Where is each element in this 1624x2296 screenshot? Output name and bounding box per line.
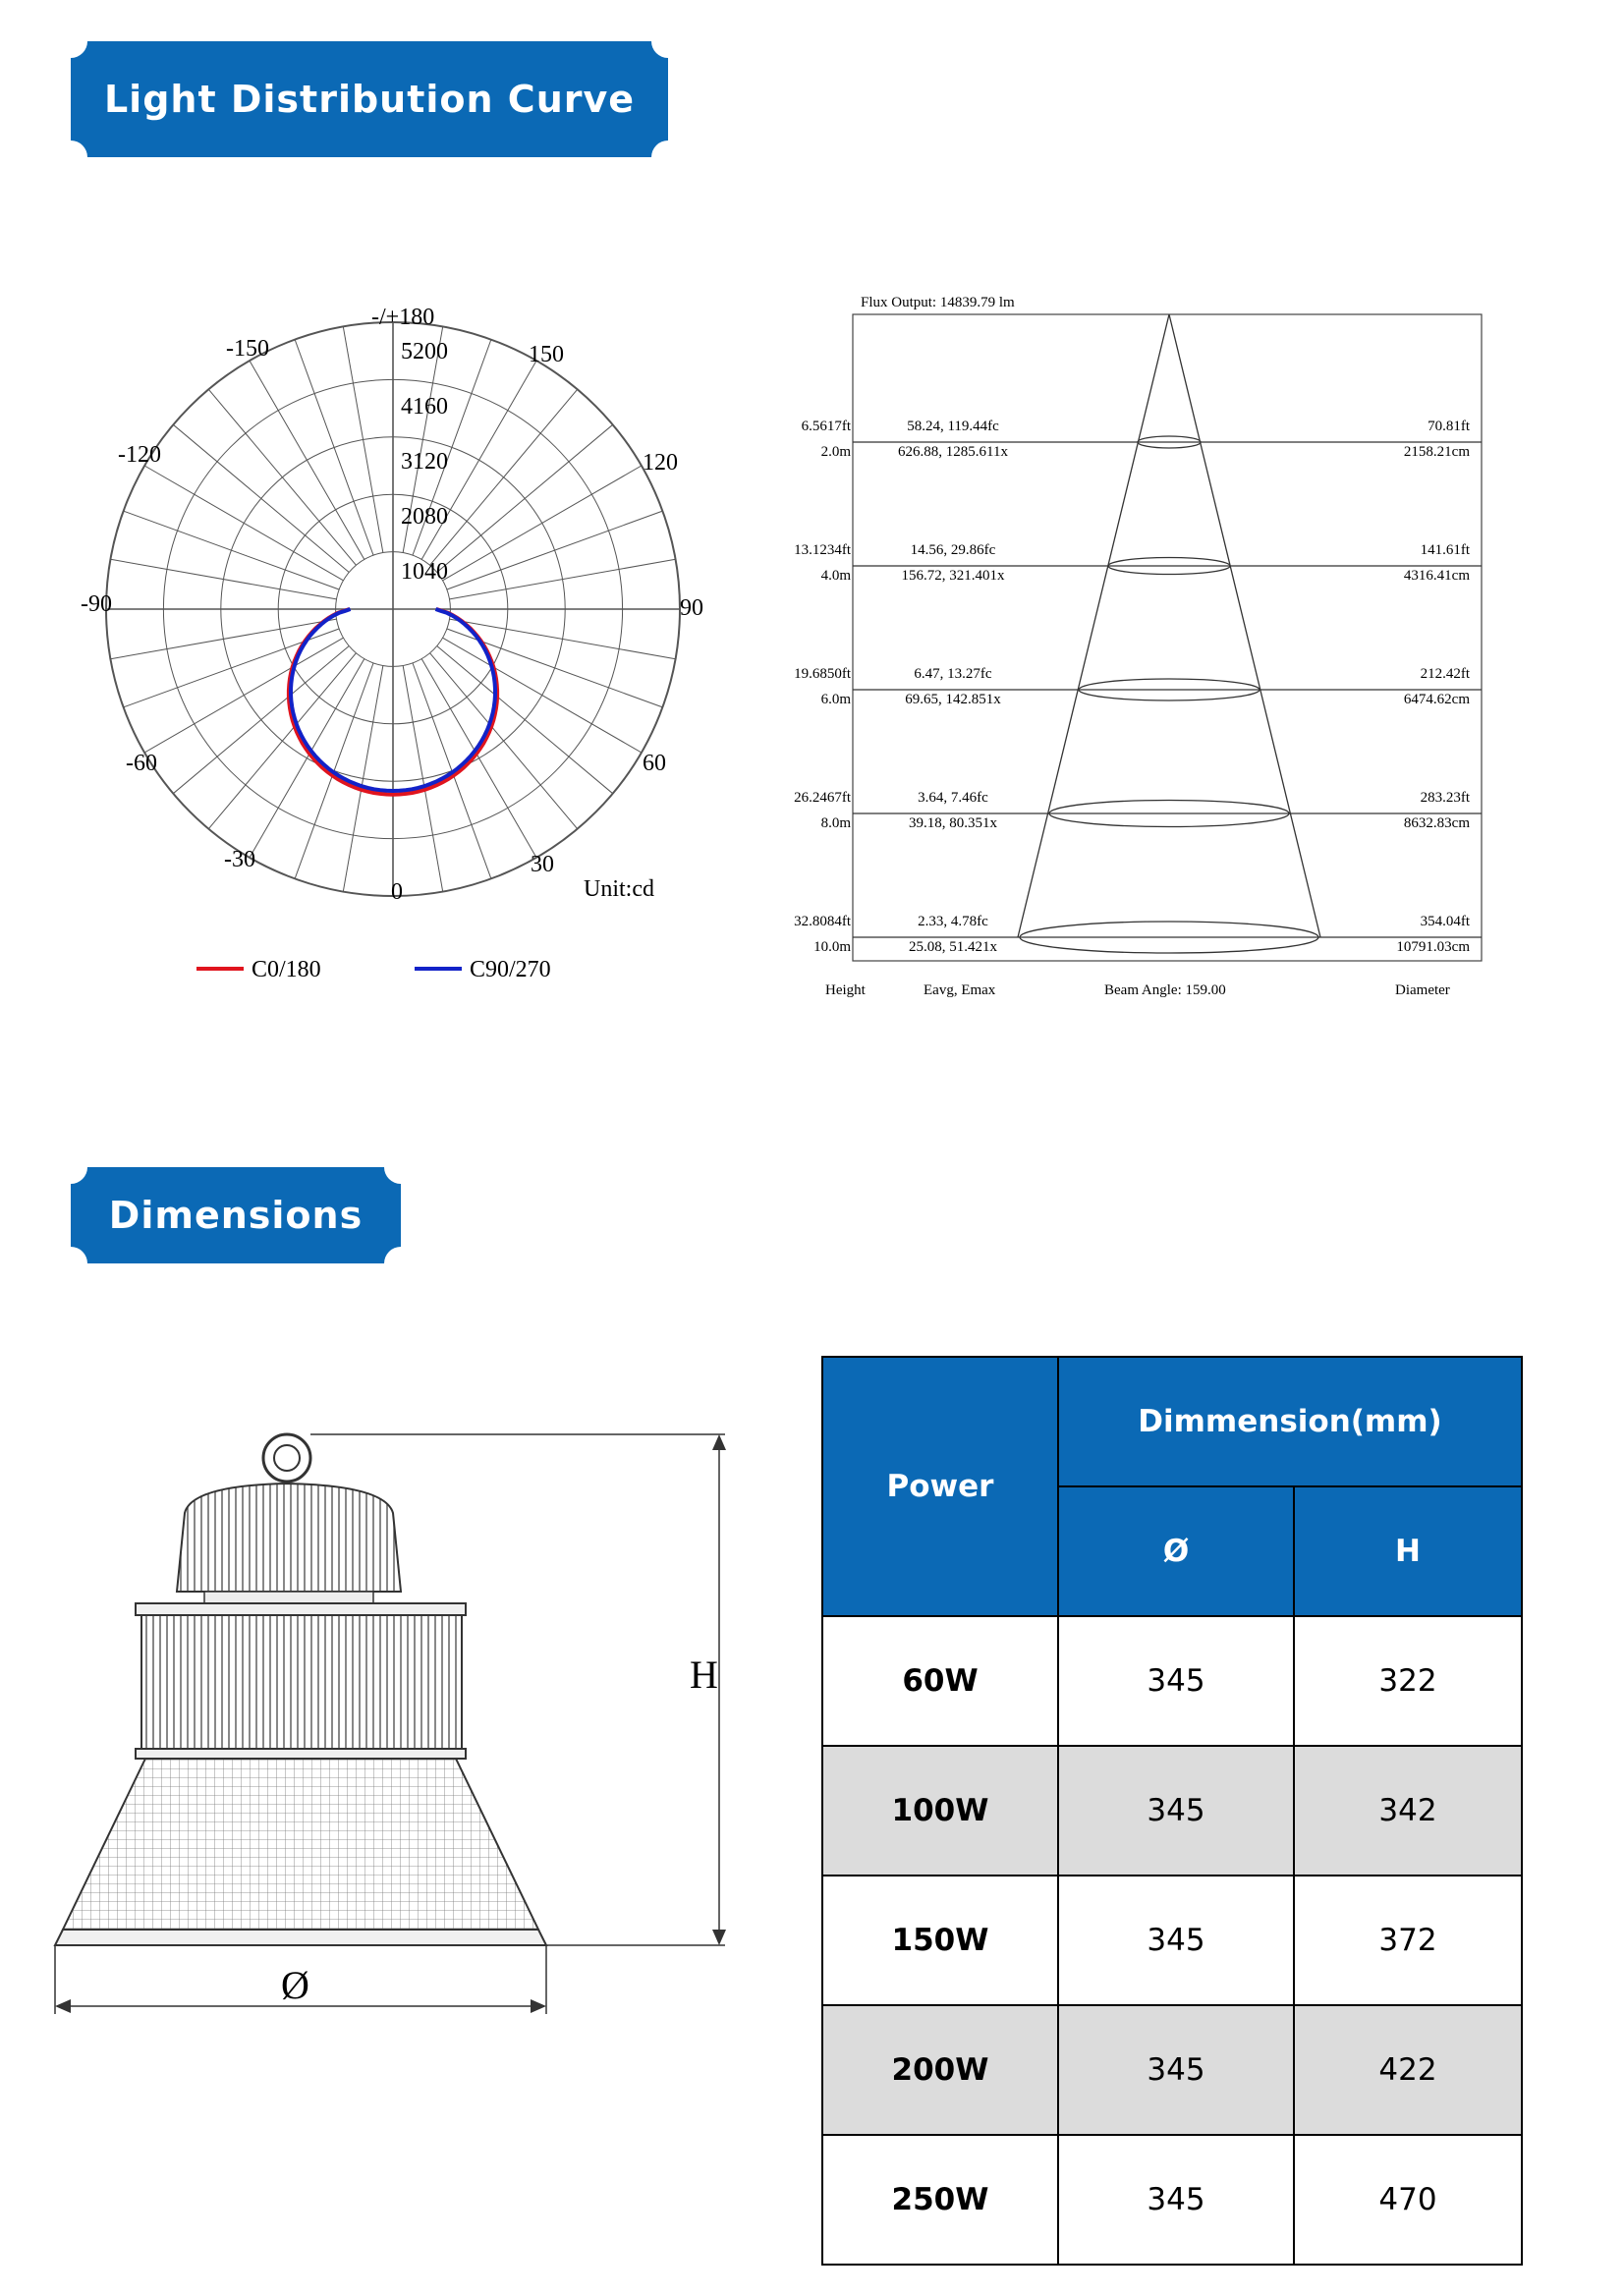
cone-edge-left: [1018, 314, 1169, 937]
fixture-drawing: [20, 1415, 747, 2034]
diameter-cm: 4316.41cm: [1403, 568, 1470, 584]
banner-notch: [384, 1150, 418, 1184]
cell-height: 470: [1294, 2135, 1522, 2265]
angle-label: -150: [226, 336, 269, 362]
arrow-up: [712, 1434, 726, 1450]
polar-spoke: [110, 559, 336, 599]
arrow-left: [55, 1999, 71, 2013]
cone-row: [794, 666, 1471, 707]
diameter-ft: 141.61ft: [1420, 542, 1470, 558]
unit-label: Unit:cd: [584, 876, 654, 902]
polar-spoke: [173, 646, 349, 794]
beam-cone: [853, 314, 1482, 953]
cell-power: 200W: [822, 2005, 1058, 2135]
polar-spoke: [450, 619, 676, 659]
height-ft: 19.6850ft: [794, 666, 851, 682]
footer-diameter: Diameter: [1395, 982, 1450, 998]
polar-spoke: [343, 666, 383, 892]
illuminance-lx: 626.88, 1285.611x: [898, 444, 1008, 460]
height-m: 10.0m: [813, 939, 851, 955]
cell-power: 60W: [822, 1616, 1058, 1746]
header-height: H: [1294, 1486, 1522, 1616]
heatsink-base: [136, 1749, 466, 1759]
illuminance-fc: 2.33, 4.78fc: [918, 914, 988, 929]
polar-spoke: [343, 326, 383, 552]
polar-spoke: [250, 659, 364, 858]
heatsink-fins: [141, 1615, 462, 1749]
cell-power: 150W: [822, 1876, 1058, 2005]
height-m: 4.0m: [820, 568, 851, 584]
cell-height: 372: [1294, 1876, 1522, 2005]
arrow-down: [712, 1930, 726, 1945]
angle-label: -60: [126, 751, 157, 776]
diameter-ft: 212.42ft: [1420, 666, 1470, 682]
cone-row: [794, 914, 1471, 955]
height-ft: 26.2467ft: [794, 790, 851, 806]
polar-spoke: [421, 659, 536, 858]
footer-eavg: Eavg, Emax: [924, 982, 996, 998]
angle-label: 30: [531, 852, 554, 877]
polar-diagram: [59, 285, 727, 992]
header-diameter: Ø: [1058, 1486, 1294, 1616]
polar-spoke: [250, 361, 364, 559]
height-ft: 13.1234ft: [794, 542, 851, 558]
banner-notch: [54, 1247, 87, 1280]
angle-label: -90: [81, 591, 112, 617]
reflector: [63, 1759, 538, 1930]
legend-label-c90: C90/270: [470, 957, 551, 982]
dimension-table: [821, 1356, 1523, 2266]
tick-2080: 2080: [401, 504, 448, 530]
polar-spoke: [208, 653, 356, 829]
diameter-ft: 354.04ft: [1420, 914, 1470, 929]
diameter-ft: 283.23ft: [1420, 790, 1470, 806]
angle-label: -30: [224, 847, 255, 872]
illuminance-cone-diagram: [766, 285, 1493, 1012]
illuminance-lx: 39.18, 80.351x: [909, 815, 997, 831]
angle-label: 60: [643, 751, 666, 776]
footer-height: Height: [825, 982, 866, 998]
polar-grid: [106, 322, 680, 896]
cell-diameter: 345: [1058, 2135, 1294, 2265]
angle-label: 120: [643, 450, 678, 476]
diameter-cm: 6474.62cm: [1403, 692, 1470, 707]
d-dimension-label: Ø: [281, 1963, 309, 2007]
section-title-dimensions: [71, 1167, 401, 1263]
height-m: 6.0m: [820, 692, 851, 707]
h-dimension-label: H: [690, 1652, 718, 1697]
cone-frame: [853, 314, 1482, 961]
tick-1040: 1040: [401, 559, 448, 585]
height-m: 8.0m: [820, 815, 851, 831]
header-dimension: Dimmension(mm): [1058, 1357, 1522, 1486]
illuminance-fc: 6.47, 13.27fc: [914, 666, 992, 682]
polar-spoke: [437, 424, 613, 572]
polar-spoke: [124, 511, 340, 589]
table-row: [822, 1876, 1522, 2005]
height-ft: 6.5617ft: [801, 419, 851, 434]
angle-label: 0: [391, 879, 403, 905]
table-row: [822, 2135, 1522, 2265]
polar-spoke: [450, 559, 676, 599]
illuminance-fc: 58.24, 119.44fc: [907, 419, 999, 434]
polar-spoke: [173, 424, 349, 572]
section-title-light-distribution: [71, 41, 668, 157]
cone-rows: [794, 419, 1471, 955]
table-row: [822, 1616, 1522, 1746]
cell-diameter: 345: [1058, 1746, 1294, 1876]
height-m: 2.0m: [820, 444, 851, 460]
banner-notch: [54, 140, 87, 174]
section-title-text: Light Distribution Curve: [103, 78, 636, 121]
table-row: [822, 2005, 1522, 2135]
section-title-text: Dimensions: [108, 1194, 364, 1237]
cone-edge-right: [1169, 314, 1320, 937]
polar-spoke: [443, 466, 642, 581]
diameter-cm: 2158.21cm: [1403, 444, 1470, 460]
cell-diameter: 345: [1058, 1616, 1294, 1746]
polar-spoke: [208, 389, 356, 565]
driver-housing: [177, 1484, 401, 1592]
angle-label-180: -/+180: [371, 305, 435, 330]
height-ft: 32.8084ft: [794, 914, 851, 929]
tick-3120: 3120: [401, 449, 448, 475]
reflector-rim: [55, 1930, 546, 1945]
flux-output: Flux Output: 14839.79 lm: [861, 295, 1015, 310]
hanging-ring: [263, 1434, 310, 1482]
tick-5200: 5200: [401, 339, 448, 364]
footer-beam-angle: Beam Angle: 159.00: [1104, 982, 1226, 998]
cell-height: 422: [1294, 2005, 1522, 2135]
cone-row: [794, 542, 1471, 584]
heatsink-plate: [136, 1603, 466, 1615]
cell-height: 322: [1294, 1616, 1522, 1746]
cell-power: 250W: [822, 2135, 1058, 2265]
polar-spoke: [144, 638, 343, 753]
angle-label: -120: [118, 442, 161, 468]
polar-spoke: [430, 653, 578, 829]
illuminance-lx: 156.72, 321.401x: [901, 568, 1005, 584]
header-power: Power: [822, 1357, 1058, 1616]
polar-spoke: [295, 340, 373, 556]
angle-label: 150: [529, 342, 564, 367]
illuminance-fc: 3.64, 7.46fc: [918, 790, 988, 806]
cell-diameter: 345: [1058, 1876, 1294, 2005]
diameter-cm: 8632.83cm: [1403, 815, 1470, 831]
polar-spoke: [443, 638, 642, 753]
tick-4160: 4160: [401, 394, 448, 420]
arrow-right: [531, 1999, 546, 2013]
polar-spoke: [447, 511, 663, 589]
hanging-ring-inner: [274, 1445, 300, 1471]
polar-spoke: [403, 666, 443, 892]
illuminance-lx: 69.65, 142.851x: [905, 692, 1001, 707]
cell-height: 342: [1294, 1746, 1522, 1876]
housing-bracket: [204, 1592, 373, 1603]
cell-diameter: 345: [1058, 2005, 1294, 2135]
illuminance-lx: 25.08, 51.421x: [909, 939, 997, 955]
legend-label-c0: C0/180: [252, 957, 321, 982]
polar-spoke: [430, 389, 578, 565]
cell-power: 100W: [822, 1746, 1058, 1876]
polar-spoke: [144, 466, 343, 581]
polar-spoke: [437, 646, 613, 794]
banner-notch: [651, 25, 685, 58]
angle-label: 90: [680, 595, 703, 621]
table-row: [822, 1746, 1522, 1876]
polar-spoke: [110, 619, 336, 659]
illuminance-fc: 14.56, 29.86fc: [910, 542, 996, 558]
cone-row: [794, 790, 1471, 831]
diameter-ft: 70.81ft: [1428, 419, 1470, 434]
diameter-cm: 10791.03cm: [1396, 939, 1470, 955]
